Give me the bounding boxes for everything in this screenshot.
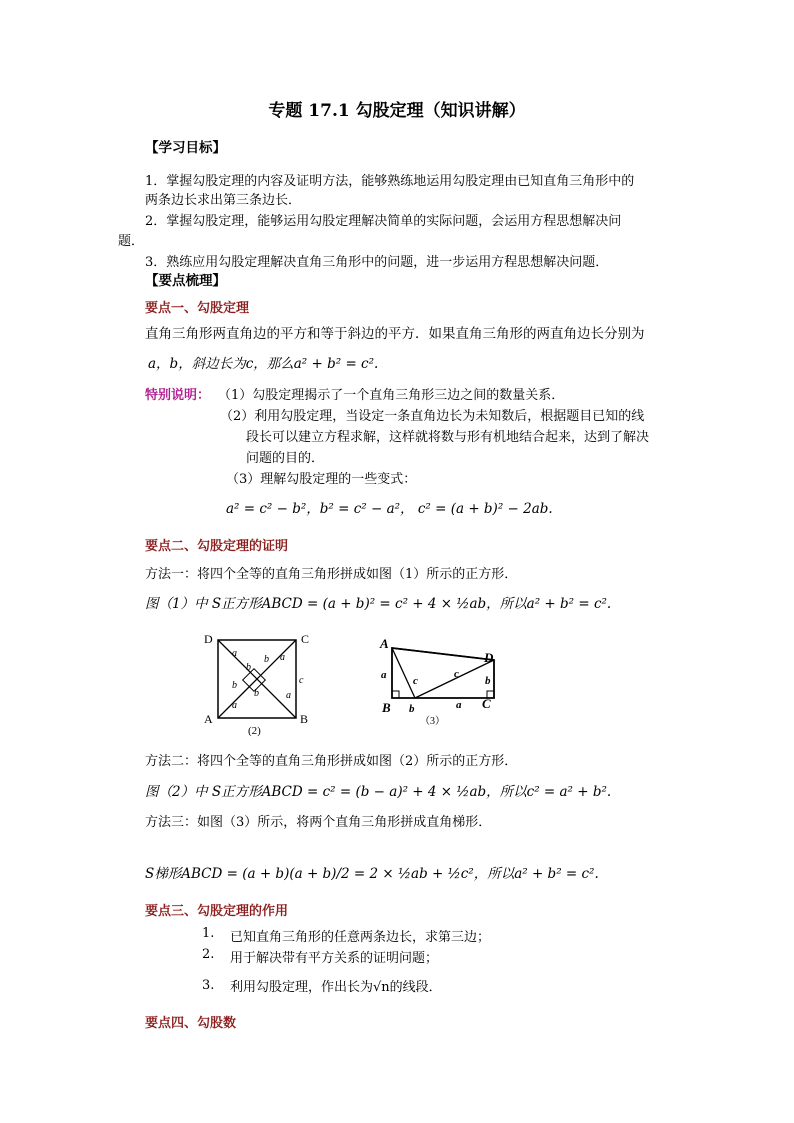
special-note-3: （3）理解勾股定理的一些变式： xyxy=(226,472,417,487)
method2-formula: 图（2）中 S正方形ABCD = c² = (b − a)² + 4 × ½ab，所以c² = a² + b². xyxy=(145,784,612,800)
fig3-right-angle-b xyxy=(392,691,399,698)
fig2-label-a-vertex: A xyxy=(204,712,213,726)
goal-line-5: 3．熟练应用勾股定理解决直角三角形中的问题，进一步运用方程思想解决问题． xyxy=(145,255,609,270)
fig2-label-c: C xyxy=(301,632,310,646)
fig2-side-b-1: b xyxy=(264,654,269,665)
special-note-2a: （2）利用勾股定理，当设定一条直角边长为未知数后，根据题目已知的线 xyxy=(220,409,645,424)
point4-heading: 要点四、勾股数 xyxy=(145,1016,237,1031)
special-note-1: （1）勾股定理揭示了一个直角三角形三边之间的数量关系． xyxy=(218,388,565,403)
point1-line2: a，b，斜边长为c，那么a² + b² = c². xyxy=(148,356,379,372)
special-note-label: 特别说明： xyxy=(145,388,211,403)
fig3-side-a-left: a xyxy=(381,669,387,681)
goal-line-1: 1．掌握勾股定理的内容及证明方法，能够熟练地运用勾股定理由已知直角三角形中的 xyxy=(145,174,635,189)
point1-heading: 要点一、勾股定理 xyxy=(145,301,250,316)
method1-text: 方法一：将四个全等的直角三角形拼成如图（1）所示的正方形． xyxy=(145,567,518,582)
fig2-label-b-vertex: B xyxy=(300,712,309,726)
goals-heading: 【学习目标】 xyxy=(145,140,226,156)
use-2-number: 2. xyxy=(202,947,215,962)
fig2-caption: (2) xyxy=(248,725,261,737)
fig3-label-c: C xyxy=(482,696,491,711)
figure-2-square-diagram xyxy=(196,628,326,740)
fig3-line-ad xyxy=(392,648,494,660)
goal-line-3: 2．掌握勾股定理，能够运用勾股定理解决简单的实际问题，会运用方程思想解决问 xyxy=(145,214,622,229)
method3-formula: S梯形ABCD = (a + b)(a + b)/2 = 2 × ½ab + ½c²，所以a² + b² = c². xyxy=(145,866,599,882)
points-heading: 【要点梳理】 xyxy=(145,273,226,289)
fig3-side-c-left: c xyxy=(413,675,418,687)
point3-heading: 要点三、勾股定理的作用 xyxy=(145,904,289,919)
goal-line-2: 两条边长求出第三条边长． xyxy=(145,193,302,208)
fig3-caption: （3） xyxy=(420,716,445,727)
special-note-2c: 问题的目的． xyxy=(246,451,325,466)
fig3-label-d: D xyxy=(484,650,494,665)
fig3-trapezoid xyxy=(392,648,494,698)
page-title: 专题 17.1 勾股定理（知识讲解） xyxy=(268,101,526,121)
method1-formula: 图（1）中 S正方形ABCD = (a + b)² = c² + 4 × ½ab，所以a² + b² = c². xyxy=(145,596,612,612)
fig3-label-b: B xyxy=(382,700,391,715)
fig2-side-a-1: a xyxy=(232,648,237,659)
figure-3-trapezoid-diagram xyxy=(374,632,514,732)
method3-text: 方法三：如图（3）所示，将两个直角三角形拼成直角梯形． xyxy=(145,815,492,830)
use-3-number: 3. xyxy=(202,978,215,993)
fig2-side-a-4: a xyxy=(286,690,291,701)
fig3-side-a-bottom: a xyxy=(456,699,462,711)
fig2-side-b-3: b xyxy=(232,680,237,691)
fig2-side-b-4: b xyxy=(254,688,259,699)
fig3-side-b-bottom: b xyxy=(409,703,415,715)
point1-line1: 直角三角形两直角边的平方和等于斜边的平方．如果直角三角形的两直角边长分别为 xyxy=(145,326,645,342)
point2-heading: 要点二、勾股定理的证明 xyxy=(145,539,289,554)
goal-line-4: 题． xyxy=(118,234,145,249)
fig2-side-a-3: a xyxy=(232,700,237,711)
fig3-side-b-right: b xyxy=(485,675,491,687)
special-note-2b: 段长可以建立方程求解，这样就将数与形有机地结合起来，达到了解决 xyxy=(246,430,650,445)
fig2-side-b-2: b xyxy=(246,662,251,673)
use-3-text: 利用勾股定理，作出长为√n的线段． xyxy=(230,980,442,995)
fig3-label-a: A xyxy=(380,636,389,651)
use-2-text: 用于解决带有平方关系的证明问题； xyxy=(230,951,439,966)
use-1-text: 已知直角三角形的任意两条边长，求第三边； xyxy=(230,930,491,945)
fig2-side-c: c xyxy=(299,675,304,686)
fig2-label-d: D xyxy=(204,632,213,646)
method2-text: 方法二：将四个全等的直角三角形拼成如图（2）所示的正方形． xyxy=(145,754,518,769)
use-1-number: 1. xyxy=(202,926,215,941)
variants-formula: a² = c² − b²，b² = c² − a²， c² = (a + b)² − 2ab. xyxy=(226,501,553,517)
fig2-side-a-2: a xyxy=(280,652,285,663)
fig3-side-c-right: c xyxy=(454,668,459,680)
